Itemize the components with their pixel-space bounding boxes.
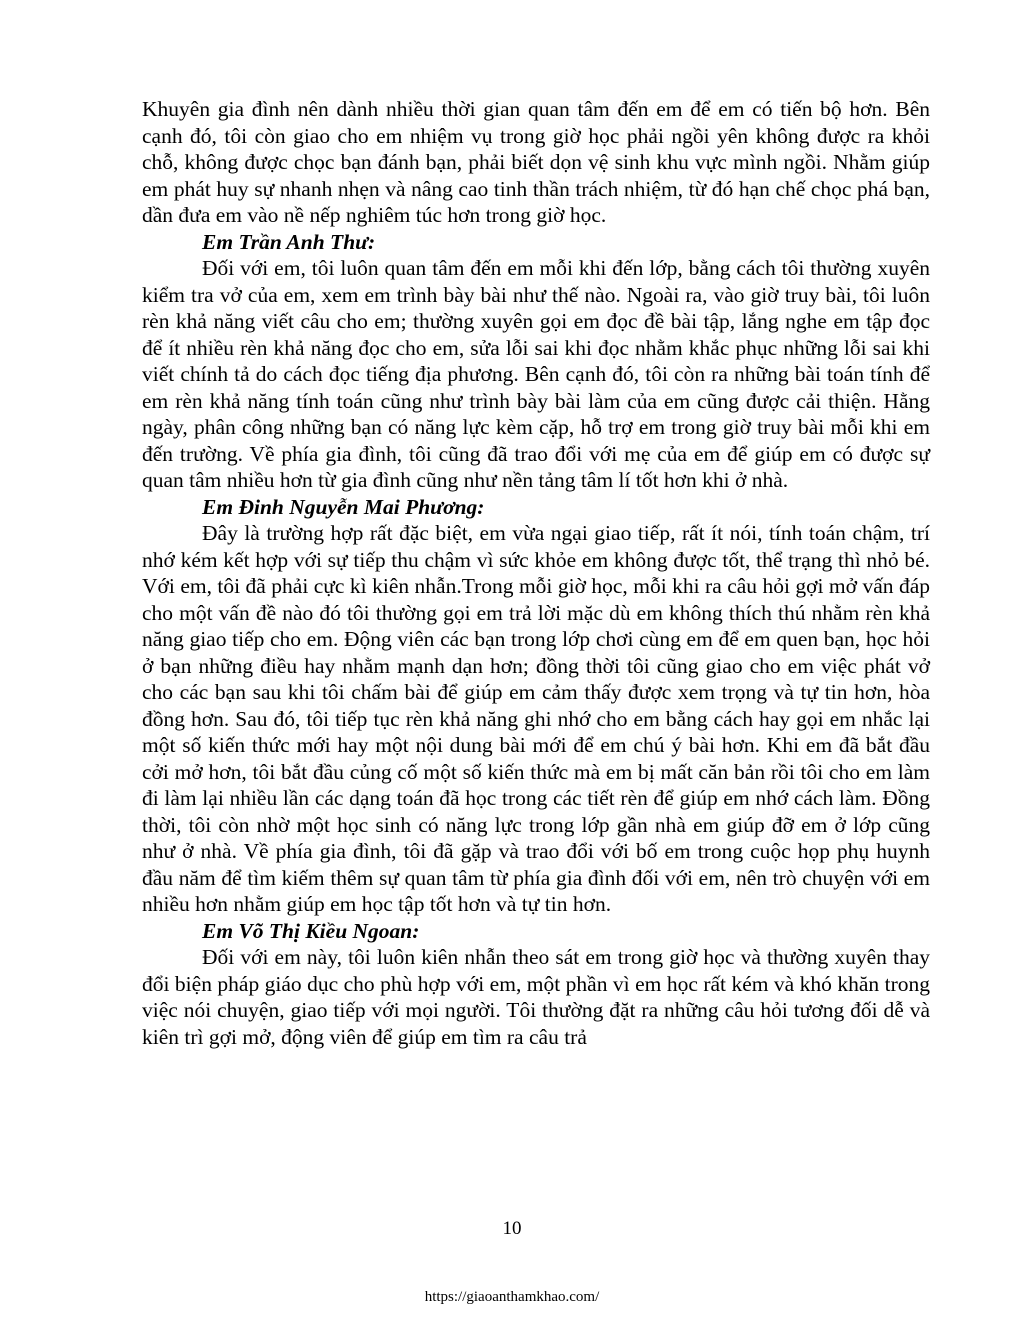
page-number: 10: [502, 1218, 522, 1239]
paragraph-tran-anh-thu: Đối với em, tôi luôn quan tâm đến em mỗi khi đến lớp, bằng cách tôi thường xuyên kiểm tra vở của em, xem em trình bày bài như thế nào. Ngoài ra, vào giờ truy bài, tôi luôn rèn khả năng viết câu cho em; thường xuyên gọi em đọc đề bài tập, lắng nghe em tập đọc để ít nhiều rèn khả năng đọc cho em, sửa lỗi sai khi đọc nhằm khắc phục những lỗi sai khi viết chính tả do cách đọc tiếng địa phương. Bên cạnh đó, tôi còn ra những bài toán tính để em rèn khả năng tính toán cũng như trình bày bài làm của em cũng được cải thiện. Hằng ngày, phân công những bạn có năng lực kèm cặp, hỗ trợ em trong giờ truy bài mỗi khi em đến trường. Về phía gia đình, tôi cũng đã trao đổi với mẹ của em để giúp em có được sự quan tâm nhiều hơn từ gia đình cũng như nền tảng tâm lí tốt hơn khi ở nhà.: [142, 256, 930, 492]
heading-vo-thi-kieu-ngoan: Em Võ Thị Kiều Ngoan:: [202, 918, 420, 943]
document-body: [142, 96, 930, 1050]
footer-url[interactable]: https://giaoanthamkhao.com/: [424, 1289, 600, 1305]
heading-tran-anh-thu: Em Trần Anh Thư:: [202, 229, 376, 254]
paragraph-intro: Khuyên gia đình nên dành nhiều thời gian quan tâm đến em để em có tiến bộ hơn. Bên cạnh đó, tôi còn giao cho em nhiệm vụ trong giờ học phải ngồi yên không được ra khỏi chỗ, không được chọc bạn đánh bạn, phải biết dọn vệ sinh khu vực mình ngồi. Nhằm giúp em phát huy sự nhanh nhẹn và nâng cao tinh thần trách nhiệm, từ đó hạn chế chọc phá bạn, dần đưa em vào nề nếp nghiêm túc hơn trong giờ học.: [142, 97, 930, 227]
paragraph-dinh-nguyen-mai-phuong: Đây là trường hợp rất đặc biệt, em vừa ngại giao tiếp, rất ít nói, tính toán chậm, trí nhớ kém kết hợp với sự tiếp thu chậm vì sức khỏe em không được tốt, thể trạng thì nhỏ bé. Với em, tôi đã phải cực kì kiên nhẫn.Trong mỗi giờ học, mỗi khi ra câu hỏi gợi mở vấn đáp cho một vấn đề nào đó tôi thường gọi em trả lời mặc dù em không thích thú nhằm rèn khả năng giao tiếp cho em. Động viên các bạn trong lớp chơi cùng em để em quen bạn, học hỏi ở bạn những điều hay nhằm mạnh dạn hơn; đồng thời tôi cũng giao cho em việc phát vở cho các bạn sau khi tôi chấm bài để giúp em cảm thấy được xem trọng và tự tin hơn, hòa đồng hơn. Sau đó, tôi tiếp tục rèn khả năng ghi nhớ cho em bằng cách hay gọi em nhắc lại một số kiến thức mới hay một nội dung bài mới để em chú ý bài hơn. Khi em đã bắt đầu cởi mở hơn, tôi bắt đầu củng cố một số kiến thức mà em bị mất căn bản rồi tôi cho em làm đi làm lại nhiều lần các dạng toán đã học trong các tiết rèn để giúp em nhớ cách làm. Đồng thời, tôi còn nhờ một học sinh có năng lực trong lớp gần nhà em giúp đỡ em ở lớp cũng như ở nhà. Về phía gia đình, tôi đã gặp và trao đổi với bố em trong cuộc họp phụ huynh đầu năm để tìm kiếm thêm sự quan tâm từ phía gia đình đối với em, nên trò chuyện với em nhiều hơn nhằm giúp em học tập tốt hơn và tự tin hơn.: [142, 521, 930, 916]
heading-dinh-nguyen-mai-phuong: Em Đinh Nguyễn Mai Phương:: [202, 494, 485, 519]
paragraph-vo-thi-kieu-ngoan: Đối với em này, tôi luôn kiên nhẫn theo sát em trong giờ học và thường xuyên thay đổi biện pháp giáo dục cho phù hợp với em, một phần vì em học rất kém và khó khăn trong việc nói chuyện, giao tiếp với mọi người. Tôi thường đặt ra những câu hỏi tương đối dễ và kiên trì gợi mở, động viên để giúp em tìm ra câu trả: [142, 945, 930, 1049]
